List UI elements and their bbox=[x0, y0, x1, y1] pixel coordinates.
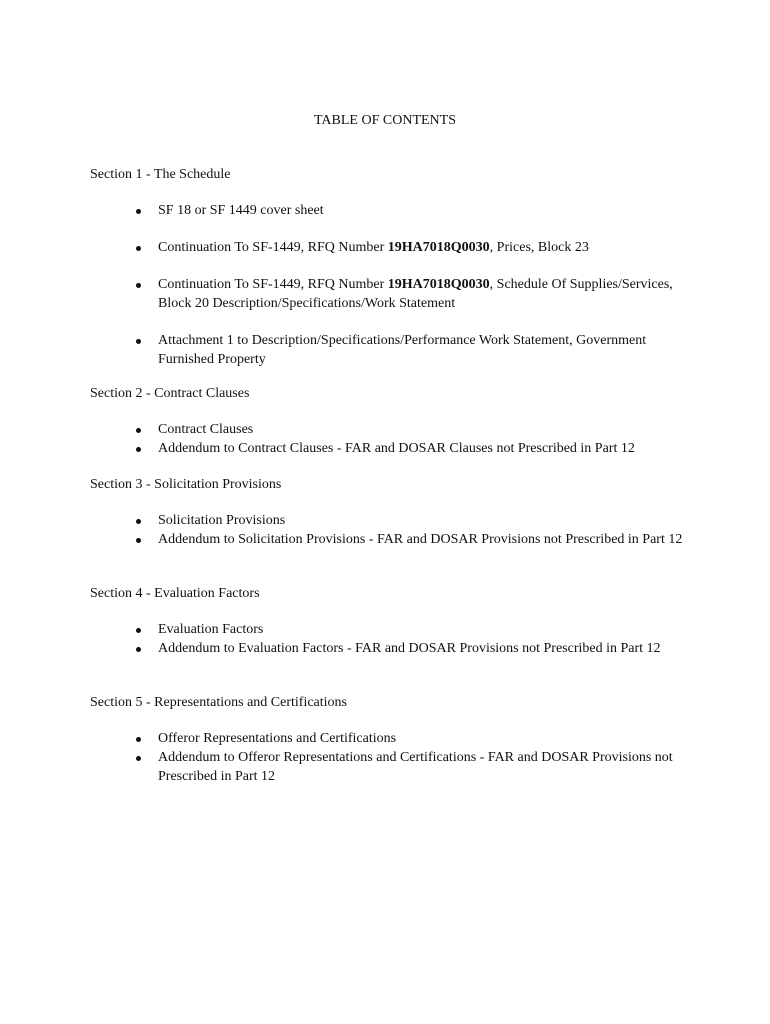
bullet-icon bbox=[136, 283, 141, 288]
bullet-icon bbox=[136, 246, 141, 251]
section-5-list bbox=[0, 729, 688, 786]
item-text: Addendum to Solicitation Provisions - FAR and DOSAR Provisions not Prescribed in Part 12 bbox=[158, 532, 683, 547]
list-item bbox=[0, 439, 688, 458]
bullet-icon bbox=[136, 428, 141, 433]
list-item bbox=[0, 238, 688, 257]
list-item bbox=[0, 275, 688, 313]
page-title: TABLE OF CONTENTS bbox=[314, 113, 456, 128]
list-item bbox=[0, 420, 688, 439]
list-item bbox=[0, 201, 688, 220]
section-5-heading: Section 5 - Representations and Certifications bbox=[90, 695, 347, 710]
item-text: Solicitation Provisions bbox=[158, 513, 286, 528]
list-item bbox=[0, 639, 688, 658]
item-text: Addendum to Offeror Representations and Certifications - FAR and DOSAR Provisions not Prescribed in Part 12 bbox=[158, 750, 673, 784]
item-text: Addendum to Contract Clauses - FAR and DOSAR Clauses not Prescribed in Part 12 bbox=[158, 441, 635, 456]
item-text: Contract Clauses bbox=[158, 422, 254, 437]
bullet-icon bbox=[136, 647, 141, 652]
section-4-list bbox=[0, 620, 688, 658]
list-item bbox=[0, 729, 688, 748]
bullet-icon bbox=[136, 519, 141, 524]
bullet-icon bbox=[136, 756, 141, 761]
list-item bbox=[0, 748, 688, 786]
item-text-post: , Schedule Of Supplies/Services, Block 20 Description/Specifications/Work Statement bbox=[158, 277, 673, 311]
section-2-list bbox=[0, 420, 688, 458]
item-text-post: , Prices, Block 23 bbox=[489, 240, 589, 255]
item-text-pre: Continuation To SF-1449, RFQ Number bbox=[158, 240, 388, 255]
section-3-heading: Section 3 - Solicitation Provisions bbox=[90, 477, 282, 492]
bullet-icon bbox=[136, 447, 141, 452]
list-item bbox=[0, 331, 688, 369]
item-text-pre: Continuation To SF-1449, RFQ Number bbox=[158, 277, 388, 292]
list-item bbox=[0, 620, 688, 639]
section-2-heading: Section 2 - Contract Clauses bbox=[90, 386, 250, 401]
section-4-heading: Section 4 - Evaluation Factors bbox=[90, 586, 260, 601]
section-3-list bbox=[0, 511, 688, 549]
list-item bbox=[0, 511, 688, 530]
bullet-icon bbox=[136, 339, 141, 344]
bullet-icon bbox=[136, 538, 141, 543]
section-1-list bbox=[0, 201, 688, 369]
section-1-heading: Section 1 - The Schedule bbox=[90, 167, 231, 182]
item-text: Offeror Representations and Certifications bbox=[158, 731, 397, 746]
list-item bbox=[0, 530, 688, 549]
item-text: Evaluation Factors bbox=[158, 622, 264, 637]
bullet-icon bbox=[136, 628, 141, 633]
bullet-icon bbox=[136, 737, 141, 742]
rfq-number: 19HA7018Q0030 bbox=[387, 240, 490, 255]
rfq-number: 19HA7018Q0030 bbox=[387, 277, 490, 292]
item-text: Addendum to Evaluation Factors - FAR and DOSAR Provisions not Prescribed in Part 12 bbox=[158, 641, 661, 656]
item-text: Attachment 1 to Description/Specifications/Performance Work Statement, Government Furnished Property bbox=[158, 333, 647, 367]
bullet-icon bbox=[136, 209, 141, 214]
item-text: SF 18 or SF 1449 cover sheet bbox=[158, 203, 324, 218]
